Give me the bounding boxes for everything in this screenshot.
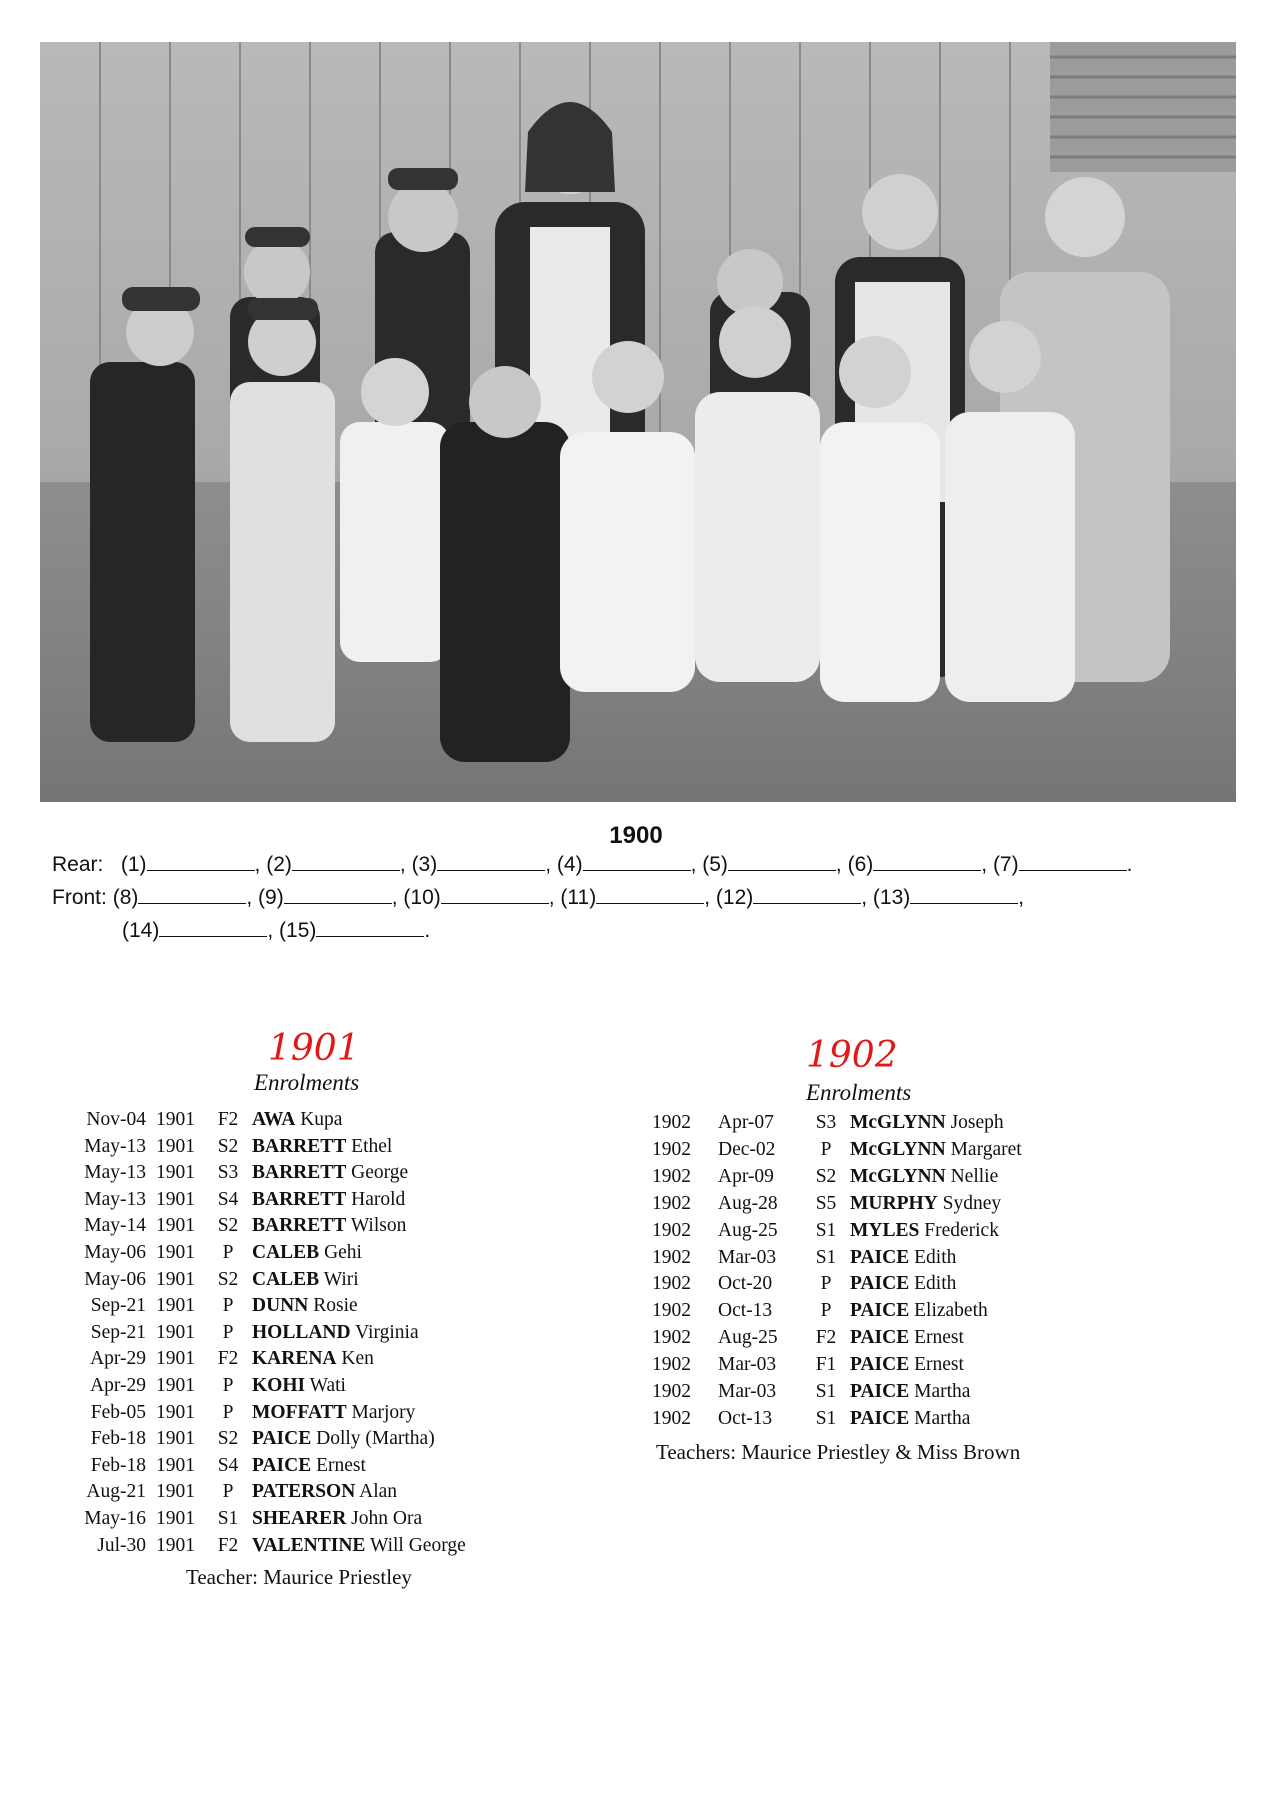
enrol-given-name: Elizabeth — [914, 1300, 988, 1322]
enrol-class: S2 — [217, 1215, 239, 1237]
enrol-class: S5 — [815, 1192, 837, 1214]
enrol-given-name: George — [351, 1162, 409, 1184]
enrol-year: 1901 — [156, 1135, 195, 1157]
enrol-given-name: John Ora — [351, 1508, 423, 1529]
name-blank[interactable] — [284, 885, 392, 904]
table-row — [0, 1220, 1272, 1246]
enrol-surname: PAICE — [850, 1246, 910, 1268]
enrol-given-name: Gehi — [324, 1242, 362, 1263]
enrol-name — [850, 1193, 1001, 1215]
enrol-class: S1 — [815, 1246, 837, 1268]
enrol-year: 1902 — [652, 1327, 691, 1349]
class-photo-1900 — [40, 42, 1236, 802]
enrol-name — [252, 1481, 397, 1503]
enrol-class: S3 — [217, 1162, 239, 1184]
enrol-year: 1901 — [156, 1188, 195, 1210]
enrol-surname: PAICE — [850, 1354, 910, 1376]
enrol-date: Feb-18 — [90, 1454, 146, 1476]
caption-rear-row: Rear: (1) , (2) , (3) , (4) , (5) , (6) , (7) . — [52, 853, 1133, 876]
enrol-class: P — [222, 1295, 234, 1317]
enrol-surname: PAICE — [252, 1428, 312, 1450]
enrol-name — [850, 1300, 988, 1322]
position-5: (5) — [702, 853, 728, 876]
enrol-surname: BARRETT — [252, 1215, 347, 1237]
rear-label: Rear: — [52, 853, 104, 876]
table-row — [0, 1408, 1272, 1434]
enrol-year: 1901 — [156, 1321, 195, 1343]
enrol-name — [252, 1508, 422, 1530]
enrol-class: P — [222, 1401, 234, 1423]
enrol-date: Apr-29 — [90, 1348, 146, 1370]
position-10: (10) — [403, 886, 441, 909]
name-blank[interactable] — [159, 918, 267, 937]
enrol-surname: HOLLAND — [252, 1321, 351, 1343]
enrol-name — [850, 1166, 998, 1188]
position-9: (9) — [258, 886, 284, 909]
enrol-name — [850, 1112, 1004, 1134]
enrol-date: Oct-20 — [718, 1273, 773, 1295]
name-blank[interactable] — [316, 918, 424, 937]
enrol-date: Sep-21 — [90, 1321, 146, 1343]
table-row — [0, 1381, 1272, 1407]
position-12: (12) — [715, 886, 754, 909]
enrol-date: May-13 — [84, 1162, 146, 1184]
enrol-name — [850, 1408, 970, 1430]
enrol-year: 1901 — [156, 1215, 195, 1237]
position-4: (4) — [556, 853, 583, 876]
enrol-given-name: Margaret — [950, 1138, 1022, 1160]
position-1: (1) — [120, 853, 147, 876]
enrol-name — [850, 1139, 1022, 1161]
enrol-year: 1902 — [652, 1219, 691, 1241]
enrol-date: Oct-13 — [718, 1300, 773, 1322]
table-row — [0, 1327, 1272, 1353]
enrol-class: S2 — [815, 1165, 837, 1187]
name-blank[interactable] — [753, 885, 861, 904]
position-14: (14) — [122, 919, 160, 942]
enrol-given-name: Nellie — [950, 1165, 999, 1187]
enrol-given-name: Ernest — [914, 1354, 964, 1376]
enrol-class: F1 — [815, 1354, 837, 1376]
front-label: Front: — [52, 886, 107, 909]
enrol-date: Aug-21 — [86, 1481, 146, 1503]
enrol-surname: PAICE — [850, 1273, 910, 1295]
enrol-name — [252, 1535, 466, 1557]
enrol-surname: AWA — [252, 1109, 296, 1130]
enrol-name — [850, 1247, 956, 1269]
enrol-given-name: Harold — [351, 1188, 406, 1210]
enrol-date: May-06 — [84, 1268, 146, 1290]
enrol-date: Dec-02 — [718, 1138, 776, 1160]
enrol-surname: KARENA — [252, 1348, 337, 1370]
enrol-year: 1902 — [652, 1138, 691, 1160]
name-blank[interactable] — [1019, 852, 1127, 871]
name-blank[interactable] — [910, 885, 1018, 904]
enrol-date: Mar-03 — [718, 1381, 777, 1402]
teacher-1901: Teacher: Maurice Priestley — [186, 1565, 412, 1589]
enrol-given-name: Ken — [341, 1348, 374, 1370]
enrol-date: Aug-25 — [718, 1219, 778, 1241]
name-blank[interactable] — [292, 852, 400, 871]
table-row — [0, 1139, 1272, 1165]
table-row — [0, 1354, 1272, 1380]
section-1901-subtitle: Enrolments — [254, 1070, 360, 1095]
enrol-surname: DUNN — [252, 1295, 309, 1317]
enrol-given-name: Kupa — [300, 1109, 343, 1130]
enrol-class: S1 — [815, 1219, 837, 1241]
enrol-surname: CALEB — [252, 1268, 320, 1290]
caption-front-row: Front: (8) , (9) , (10) , (11) , (12) , (13) , — [52, 886, 1025, 909]
enrol-year: 1902 — [652, 1300, 691, 1322]
enrol-given-name: Wilson — [350, 1215, 407, 1237]
enrol-year: 1901 — [156, 1428, 195, 1450]
enrol-year: 1901 — [156, 1481, 195, 1503]
enrol-given-name: Dolly (Martha) — [316, 1428, 435, 1450]
enrol-surname: PAICE — [252, 1454, 312, 1476]
position-6: (6) — [847, 853, 874, 876]
enrol-given-name: Wiri — [323, 1268, 359, 1290]
enrol-class: S2 — [217, 1268, 239, 1290]
enrol-given-name: Martha — [914, 1381, 971, 1402]
enrol-surname: VALENTINE — [252, 1534, 366, 1556]
enrol-given-name: Joseph — [950, 1112, 1004, 1133]
enrol-date: Feb-18 — [90, 1428, 146, 1450]
enrol-year: 1901 — [156, 1348, 195, 1370]
enrol-date: Sep-21 — [90, 1295, 146, 1317]
name-blank[interactable] — [441, 885, 549, 904]
enrol-surname: MYLES — [850, 1219, 920, 1241]
enrol-surname: McGLYNN — [850, 1165, 946, 1187]
enrol-name — [252, 1455, 366, 1477]
enrol-name — [850, 1273, 956, 1295]
enrol-class: S4 — [217, 1188, 239, 1210]
section-1901-title: 1901 — [268, 1028, 360, 1069]
enrol-given-name: Martha — [914, 1407, 971, 1429]
enrol-year: 1902 — [652, 1354, 691, 1376]
enrol-surname: SHEARER — [252, 1508, 347, 1529]
enrol-class: F2 — [217, 1348, 239, 1370]
enrol-date: Aug-28 — [718, 1192, 778, 1214]
enrol-year: 1902 — [652, 1165, 691, 1187]
enrol-surname: PAICE — [850, 1327, 910, 1349]
name-blank[interactable] — [873, 852, 981, 871]
table-row — [0, 1508, 1272, 1534]
enrol-date: Apr-07 — [718, 1112, 774, 1133]
enrol-class: F2 — [815, 1327, 837, 1349]
enrol-class: F2 — [217, 1109, 239, 1130]
position-15: (15) — [279, 919, 317, 942]
name-blank[interactable] — [138, 885, 246, 904]
enrol-date: May-06 — [84, 1242, 146, 1263]
enrol-year: 1901 — [156, 1508, 195, 1529]
enrol-class: S1 — [815, 1407, 837, 1429]
enrol-given-name: Virginia — [355, 1321, 419, 1343]
table-row — [0, 1481, 1272, 1507]
enrol-given-name: Marjory — [351, 1401, 416, 1423]
name-blank[interactable] — [437, 852, 545, 871]
enrol-surname: KOHI — [252, 1375, 306, 1396]
table-row — [0, 1300, 1272, 1326]
enrol-name — [850, 1220, 999, 1242]
enrol-year: 1902 — [652, 1246, 691, 1268]
class-photo-illustration — [40, 42, 1236, 802]
table-row — [0, 1247, 1272, 1273]
enrol-year: 1902 — [652, 1407, 691, 1429]
enrol-date: Aug-25 — [718, 1327, 778, 1349]
enrol-year: 1901 — [156, 1242, 195, 1263]
enrol-class: P — [222, 1242, 234, 1263]
enrol-class: P — [222, 1481, 234, 1503]
enrol-surname: BARRETT — [252, 1188, 347, 1210]
table-row — [0, 1193, 1272, 1219]
enrol-class: S2 — [217, 1428, 239, 1450]
name-blank[interactable] — [147, 852, 255, 871]
enrol-given-name: Rosie — [313, 1295, 358, 1317]
enrol-given-name: Frederick — [924, 1219, 999, 1241]
enrol-surname: CALEB — [252, 1242, 320, 1263]
enrol-surname: McGLYNN — [850, 1138, 946, 1160]
enrol-surname: PAICE — [850, 1300, 910, 1322]
enrol-year: 1901 — [156, 1454, 195, 1476]
enrol-date: May-13 — [84, 1188, 146, 1210]
enrol-class: S1 — [217, 1508, 239, 1529]
enrol-surname: MURPHY — [850, 1192, 938, 1214]
enrol-date: May-16 — [84, 1508, 146, 1529]
table-row — [0, 1455, 1272, 1481]
enrol-class: S1 — [815, 1381, 837, 1402]
enrol-given-name: Ethel — [351, 1135, 393, 1157]
table-row — [0, 1535, 1272, 1561]
enrol-surname: PATERSON — [252, 1481, 356, 1503]
enrol-class: P — [820, 1273, 832, 1295]
enrol-date: Mar-03 — [718, 1354, 777, 1376]
name-blank[interactable] — [596, 885, 704, 904]
enrol-surname: McGLYNN — [850, 1112, 946, 1133]
enrol-name — [850, 1381, 970, 1403]
enrol-given-name: Ernest — [316, 1454, 366, 1476]
name-blank[interactable] — [728, 852, 836, 871]
enrol-name — [850, 1354, 964, 1376]
enrol-given-name: Alan — [359, 1481, 398, 1503]
enrol-class: P — [222, 1375, 234, 1396]
enrol-class: S4 — [217, 1454, 239, 1476]
enrol-date: May-14 — [84, 1215, 146, 1237]
enrol-date: Oct-13 — [718, 1407, 773, 1429]
enrol-date: Mar-03 — [718, 1246, 777, 1268]
enrol-year: 1901 — [156, 1268, 195, 1290]
enrol-surname: BARRETT — [252, 1162, 347, 1184]
enrol-surname: MOFFATT — [252, 1401, 347, 1423]
caption-year: 1900 — [609, 822, 663, 849]
enrol-year: 1901 — [156, 1109, 195, 1130]
position-7: (7) — [992, 853, 1019, 876]
enrol-name — [850, 1327, 964, 1349]
section-1902-subtitle: Enrolments — [806, 1080, 912, 1105]
enrol-given-name: Edith — [914, 1273, 957, 1295]
table-row — [0, 1112, 1272, 1138]
enrol-given-name: Wati — [309, 1375, 346, 1396]
position-2: (2) — [266, 853, 292, 876]
enrol-year: 1902 — [652, 1112, 691, 1133]
position-11: (11) — [560, 886, 597, 909]
table-row — [0, 1166, 1272, 1192]
position-3: (3) — [411, 853, 438, 876]
enrol-date: Nov-04 — [86, 1109, 146, 1130]
enrol-surname: PAICE — [850, 1381, 910, 1402]
enrol-date: May-13 — [84, 1135, 146, 1157]
position-8: (8) — [112, 886, 139, 909]
enrol-surname: BARRETT — [252, 1135, 347, 1157]
enrol-date: Jul-30 — [97, 1534, 146, 1556]
enrol-year: 1901 — [156, 1375, 195, 1396]
enrol-year: 1902 — [652, 1381, 691, 1402]
name-blank[interactable] — [583, 852, 691, 871]
enrol-date: Apr-29 — [90, 1375, 146, 1396]
enrol-year: 1902 — [652, 1192, 691, 1214]
enrol-class: P — [820, 1300, 832, 1322]
enrol-year: 1901 — [156, 1295, 195, 1317]
enrol-class: P — [222, 1321, 234, 1343]
enrol-year: 1901 — [156, 1534, 195, 1556]
enrol-surname: PAICE — [850, 1407, 910, 1429]
enrol-year: 1902 — [652, 1273, 691, 1295]
caption-front-row-cont: (14) , (15) . — [122, 919, 431, 942]
position-13: (13) — [872, 886, 911, 909]
enrol-class: P — [820, 1138, 832, 1160]
enrol-class: S3 — [815, 1112, 837, 1133]
enrol-date: Apr-09 — [718, 1165, 774, 1187]
teacher-1902: Teachers: Maurice Priestley & Miss Brown — [656, 1440, 1021, 1464]
enrol-given-name: Will George — [369, 1534, 466, 1556]
enrol-given-name: Edith — [914, 1246, 957, 1268]
enrol-class: F2 — [217, 1534, 239, 1556]
enrol-given-name: Ernest — [914, 1327, 964, 1349]
enrol-class: S2 — [217, 1135, 239, 1157]
section-1902-title: 1902 — [806, 1035, 898, 1076]
table-row — [0, 1273, 1272, 1299]
enrol-date: Feb-05 — [90, 1401, 146, 1423]
enrol-year: 1901 — [156, 1401, 195, 1423]
enrol-given-name: Sydney — [942, 1192, 1002, 1214]
enrol-year: 1901 — [156, 1162, 195, 1184]
